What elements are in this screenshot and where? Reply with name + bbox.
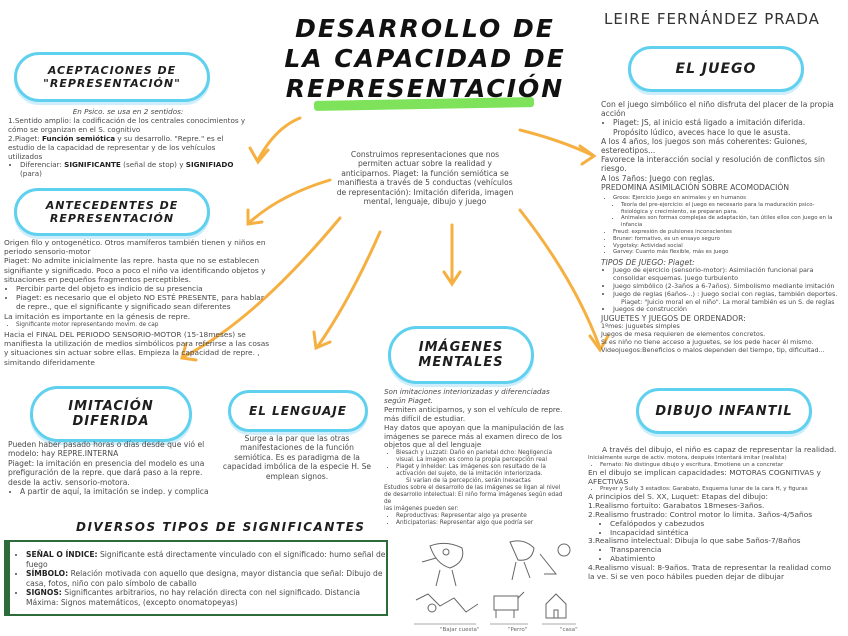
imagenes-p3: Estudios sobre el desarrollo de las imágenes se ligan al nivel de desarrollo intelectual: El niño forma imágenes según edad de (384, 485, 563, 506)
imitacion-title-2: DIFERIDA (72, 414, 150, 429)
juego-tipos-title: TIPOS DE JUEGO: Piaget: (601, 258, 695, 268)
juego-p2: A los 4 años, los juegos son más coherentes: Guiones, estereotipos... (601, 136, 808, 156)
lenguaje-body: Surge a la par que las otras manifestaciones de la función semiótica. Es es paradigma de la capacidad imbólica de la especie H. Se emplean signos. (222, 434, 372, 481)
significantes-title: DIVERSOS TIPOS DE SIGNIFICANTES (76, 520, 366, 534)
arrow-to-imagenes-head (444, 272, 460, 284)
juego-tipos-sub: Piaget: "Juicio moral en el niño". La moral también es un S. de reglas (621, 298, 835, 306)
imagenes-b3: • Reproductivas: Representar algo ya presente (396, 513, 568, 520)
drawing-cuesta-2 (510, 541, 570, 580)
aceptaciones-body (8, 108, 248, 179)
dibujo-p4: A principios del S. XX, Luquet: Etapas del dibujo: (588, 492, 768, 502)
juego-small-2: • Animales son formas complejas de adaptación, tan útiles ellos con juego en la infancia (621, 215, 839, 229)
imagenes-p1: Permiten anticiparnos, y son el vehículo de repre. más difícil de estudiar. (384, 404, 563, 423)
juego-ordenador-title: JUGUETES Y JUEGOS DE ORDENADOR: (601, 313, 746, 323)
antecedentes-b3: • Significante motor representando movim. de cap (16, 321, 272, 330)
significante-simbolo: • SÍMBOLO: Relación motivada con aquello que designa, mayor distancia que señal: Dibujo de casa, fotos, niño con palo símbolo de caballo (26, 569, 386, 588)
aceptaciones-item-1: 1.Sentido amplio: la codificación de los centrales conocimientos y cómo se organizan en el S. cognitivo (8, 115, 246, 134)
juego-tipo-3: • Juegos de construcción (613, 306, 839, 314)
juego-p1: Con el juego simbólico el niño disfruta del placer de la propia acción (601, 100, 834, 119)
imagenes-p4: las imágenes pueden ser: (384, 506, 459, 513)
significante-senal: • SEÑAL O ÍNDICE: Significante está directamente vinculado con el significado: humo señal de fuego (26, 550, 386, 569)
dibujo-etapa-2: 2.Realismo frustrado: Control motor lo limita. 3años-4/5años (588, 509, 813, 519)
arrow-to-aceptaciones-head (250, 148, 268, 162)
imagenes-b2: • Piaget y Inhelder: Las imágenes son resultado de la activación del sujeto, de la imitación interiorizada. (396, 464, 568, 478)
antecedentes-b1: • Percibir parte del objeto es indicio de su presencia (16, 284, 272, 293)
arrow-to-dibujo (520, 210, 600, 348)
imagenes-title-2: MENTALES (418, 355, 504, 370)
arrow-to-antecedentes (250, 180, 330, 222)
juego-p5: PREDOMINA ASIMILACIÓN SOBRE ACOMODACIÓN (601, 182, 790, 192)
arrow-to-juego (520, 130, 592, 155)
imagenes-body (384, 388, 568, 527)
drawing-bajar (416, 594, 478, 612)
drawing-perro (494, 592, 524, 618)
page-title (280, 14, 570, 104)
juego-small-5: • Vygotsky: Actividad social (613, 243, 839, 250)
dibujo-p3: En el dibujo se implican capacidades: MOTORAS COGNITIVAS y AFECTIVAS (588, 467, 821, 486)
juego-cloud (628, 46, 804, 92)
aceptaciones-sub: • Diferenciar: SIGNIFICANTE (señal de stop) y SIGNIFIADO (para) (20, 161, 248, 179)
imitacion-cloud (30, 386, 192, 442)
dibujo-etapa-4: 4.Realismo visual: 8-9años. Trata de representar la realidad como la ve. Si se ven poco hábiles pueden dejar de dibujar (588, 562, 832, 581)
lenguaje-cloud (228, 390, 368, 432)
dibujo-sub2-0: • Cefalópodos y cabezudos (610, 520, 838, 529)
title-line-3: REPRESENTACIÓN (285, 74, 565, 103)
significante-signos: • SIGNOS: Significantes arbitrarios, no hay relación directa con nel significado. Distancia Máxima: Signos matemáticos, (excepto onomatopeyas) (26, 588, 386, 607)
dibujo-title: DIBUJO INFANTIL (655, 403, 793, 419)
title-line-1: DESARROLLO DE (295, 14, 555, 43)
imitacion-p2: Piaget: la imitación en presencia del modelo es una prefiguración de la repre. que dará paso a la repre. desde la activ. sensorio-motora. (8, 458, 205, 487)
arrow-to-lenguaje (318, 232, 380, 346)
antecedentes-p4: Hacia el FINAL DEL PERIODO SENSORIO-MOTOR (15-18meses) se manifiesta la utilización de medios simbólicos para referirse a las cosas y situaciones sin actuar sobre ellas. Empieza la capacidad de repre. , simitando diferidamente (4, 330, 270, 367)
antecedentes-p2: Piaget: No admite inicialmente las repre. hasta que no se establecen signifiante y significado. Poco a poco el niño va identificando objetos y situaciones en pequeños fragmentos perceptibles. (4, 256, 266, 284)
juego-tipo-0: • Juego de ejercicio (sensorio-motor): Asimilación funcional para consolidar esquemas. Juego turbulento (613, 267, 839, 283)
caption-casa: "casa" (560, 627, 578, 633)
juego-ordenador-1: Juegos de mesa requieren de elementos concretos. (601, 329, 766, 338)
juego-small-1: • Teoría del pre-ejercicio: el juego es necesario para la maduración psico-fisiológica y crecimiento, se preparan para. (621, 202, 839, 216)
dibujo-b1: • Fernato: No distingue dibujo y escritura. Emotiene un a concretar (600, 462, 838, 469)
arrow-to-aceptaciones (258, 118, 300, 160)
center-summary: Construimos representaciones que nos permiten actuar sobre la realidad y anticiparnos. Piaget: la función semiótica se manifiesta a través de 5 conductas (vehículos de representación): Imitación diferida, imagen mental, lenguaje, dibujo y juego (336, 150, 514, 207)
antecedentes-cloud (14, 188, 210, 236)
antecedentes-title-1: ANTECEDENTES DE (45, 199, 179, 212)
arrow-to-antecedentes-head (248, 210, 262, 224)
juego-small-4: • Bruner: formativo, es un ensayo seguro (613, 236, 839, 243)
imitacion-b1: • A partir de aquí, la imitación se indep. y complica (20, 487, 212, 496)
antecedentes-p1: Origen filo y ontogenético. Otros mamíferos también tienen y niños en periodo sensorio-motor (4, 238, 266, 257)
caption-bajar-cuesta: "Bajar cuesta" (440, 627, 480, 633)
juego-tipo-2: • Juego de reglas (6años-..) : Juego social con reglas, también deportes. (613, 291, 839, 299)
juego-title: EL JUEGO (675, 61, 757, 77)
dibujo-sub3-0: • Transparencia (610, 546, 838, 555)
dibujo-sub2-1: • Incapacidad sintética (610, 529, 838, 538)
children-drawings (406, 534, 586, 630)
aceptaciones-title-2: "REPRESENTACIÓN" (43, 77, 181, 90)
imagenes-title-1: IMÁGENES (418, 340, 504, 355)
drawing-bajar-cuesta (422, 543, 463, 586)
juego-ordenador-2: Si es niño no tiene acceso a juguetes, se los pede hacer él mismo. (601, 337, 814, 346)
aceptaciones-cloud (14, 52, 210, 102)
drawing-casa (546, 594, 566, 618)
dibujo-p2: Inicialmente surge de activ. motora, después intentará imitar (realista) (588, 454, 787, 461)
imagenes-b1: • Biesach y Luzzati: Daño en parietal dcho: Negligencia visual. La imagen es como la propia percepción real (396, 450, 568, 464)
lenguaje-title: EL LENGUAJE (249, 404, 347, 418)
dibujo-p1: A través del dibujo, el niño es capaz de representar la realidad. (602, 445, 837, 454)
imitacion-p1: Pueden haber pasado horas o días desde que vió el modelo: hay REPRE.INTERNA (8, 440, 205, 459)
arrow-to-juego-head (580, 146, 594, 164)
imagenes-p2: Hay datos que apoyan que la manipulación de las imágenes se parece más al examen direco de los objetos que al del lenguaje (384, 422, 564, 450)
imagenes-cloud (388, 326, 534, 384)
juego-ordenador-3: Videojuegos:Beneficios o malos dependen del tiempo, tip, dificultad... (601, 345, 825, 354)
imagenes-b4: • Anticipatorias: Representar algo que podría ser (396, 520, 568, 527)
dibujo-cloud (636, 388, 812, 434)
caption-perro: "Perro" (508, 627, 528, 633)
dibujo-etapa-1: 1.Realismo fortuito: Garabatos 18meses-3años. (588, 501, 765, 511)
dibujo-b2: • Preyer y Sully 3 estadios: Garabato, Esquema lunar de la cara H, y figuras (600, 486, 838, 493)
juego-p3: Favorece la interacción social y resolución de conflictos sin riesgo. (601, 155, 825, 174)
dibujo-sub3-1: • Abatimiento (610, 555, 838, 564)
antecedentes-body (4, 238, 272, 367)
antecedentes-title-2: REPRESENTACIÓN (49, 212, 175, 225)
aceptaciones-title-1: ACEPTACIONES DE (47, 64, 177, 77)
imagenes-sub1: Si varían de la percepción, serán inexactas (406, 478, 531, 485)
juego-p4: A los 7años: Juego con reglas. (601, 173, 715, 183)
imitacion-body (8, 440, 212, 496)
juego-small-3: • Freud: expresión de pulsiones inconscientes (613, 229, 839, 236)
juego-ordenador-0: 1ºmes: juguetes simples (601, 322, 680, 331)
author-name: LEIRE FERNÁNDEZ PRADA (604, 10, 820, 28)
juego-small-6: • Garvey: Cuanto más flexible, más es juego (613, 249, 839, 256)
antecedentes-b2: • Piaget: es necesario que el objeto NO ESTÉ PRESENTE, para hablar de repre., que el significante y significado sean diferentes (16, 293, 272, 311)
antecedentes-p3: La imitación es importante en la génesis de repre. (4, 311, 191, 321)
juego-body (601, 100, 839, 354)
juego-b1: • Piaget: JS, al inicio está ligado a imitación diferida. Propósito lúdico, aveces hace lo que le asusta. (613, 118, 839, 136)
title-line-2: LA CAPACIDAD DE (284, 44, 566, 73)
juego-small-0: • Groos: Ejercicio juego en animales y en humanos (613, 195, 839, 202)
significantes-body (16, 550, 386, 608)
aceptaciones-intro: En Psico. se usa en 2 sentidos: (72, 107, 184, 116)
aceptaciones-item-2: 2.Piaget: Función semiótica y su desarrollo. "Repre." es el estudio de la capacidad de representar y de los vehículos utilizados (8, 133, 224, 161)
arrow-to-lenguaje-head (314, 332, 330, 348)
imitacion-title-1: IMITACIÓN (68, 399, 154, 414)
dibujo-body (588, 446, 838, 581)
imagenes-intro: Son imitaciones interiorizadas y diferenciadas según Piaget. (384, 387, 550, 405)
dibujo-etapa-3: 3.Realismo intelectual: Dibuja lo que sabe 5años-7/8años (588, 536, 801, 546)
juego-tipo-1: • Juego simbólico (2-3años a 6-7años). Simbolismo mediante imitación (613, 283, 839, 291)
